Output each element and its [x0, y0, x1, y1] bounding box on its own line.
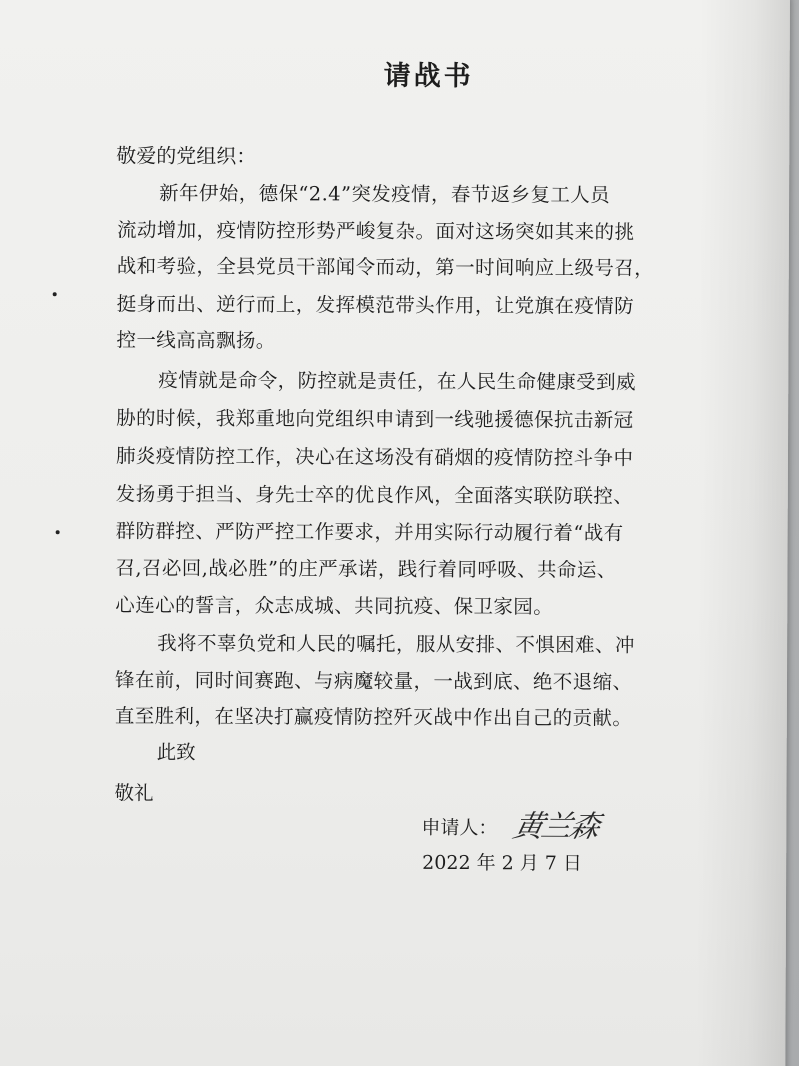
paragraph-1-line-3: 战和考验，全县党员干部闻令而动，第一时间响应上级号召，: [116, 254, 655, 280]
handwritten-signature: 黄兰森: [509, 809, 602, 845]
letter-title: 请战书: [383, 60, 474, 93]
applicant-label: 申请人：: [421, 816, 498, 840]
paper-speck: [53, 292, 57, 296]
paragraph-2-line-7: 心连心的誓言，众志成城、共同抗疫、保卫家园。: [115, 593, 554, 619]
paragraph-1-line-4: 挺身而出、逆行而上，发挥模范带头作用，让党旗在疫情防: [116, 292, 635, 318]
letter-greeting: 敬爱的党组织：: [116, 143, 257, 169]
paragraph-2-line-3: 肺炎疫情防控工作，决心在这场没有硝烟的疫情防控斗争中: [115, 444, 634, 470]
letter-date: 2022 年 2 月 7 日: [422, 851, 582, 875]
paragraph-1-line-1: 新年伊始，德保“2.4”突发疫情，春节返乡复工人员: [159, 181, 611, 207]
paragraph-2-line-6: 召,召必回,战必胜”的庄严承诺，践行着同呼吸、共命运、: [115, 556, 617, 582]
paragraph-3-line-3: 直至胜利，在坚决打赢疫情防控歼灭战中作出自己的贡献。: [114, 704, 633, 730]
paragraph-2-line-2: 胁的时候，我郑重地向党组织申请到一线驰援德保抗击新冠: [116, 406, 634, 432]
paragraph-1-line-5: 控一线高高飘扬。: [116, 328, 276, 353]
closing-regards: 敬礼: [114, 781, 154, 805]
paragraph-2-line-5: 群防群控、严防严控工作要求，并用实际行动履行着“战有: [115, 519, 624, 545]
paragraph-2-line-4: 发扬勇于担当、身先士卒的优良作风，全面落实联防联控、: [115, 482, 634, 508]
paragraph-3-line-2: 锋在前，同时间赛跑、与病魔较量，一战到底、绝不退缩、: [114, 668, 633, 694]
paragraph-2-line-1: 疫情就是命令，防控就是责任，在人民生命健康受到威: [158, 368, 636, 394]
paper-shadow: [695, 0, 790, 1066]
paragraph-3-line-1: 我将不辜负党和人民的嘱托，服从安排、不惧困难、冲: [157, 631, 635, 657]
closing-salutation: 此致: [156, 740, 196, 764]
paper-speck: [56, 530, 60, 534]
paragraph-1-line-2: 流动增加，疫情防控形势严峻复杂。面对这场突如其来的挑: [116, 218, 635, 244]
